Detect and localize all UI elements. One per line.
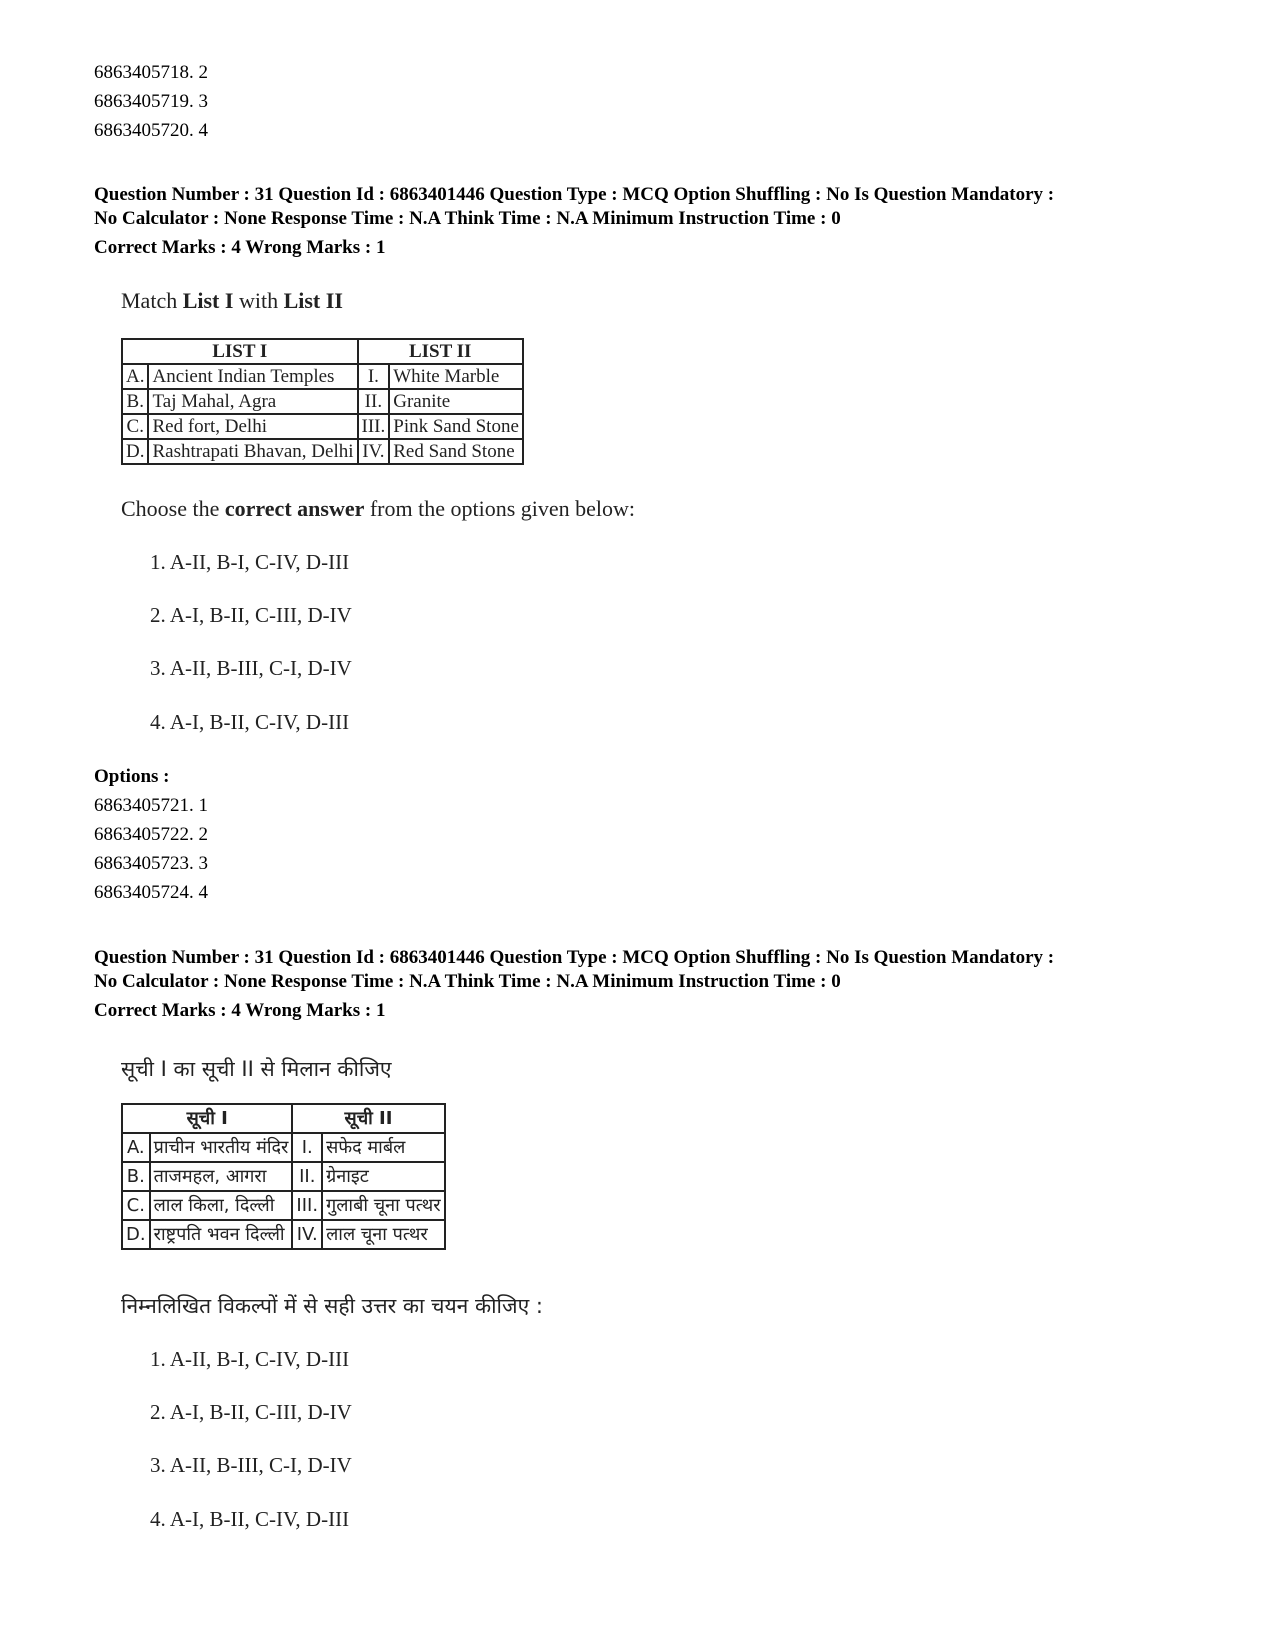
table-row: B. ताजमहल, आगरा II. ग्रेनाइट xyxy=(122,1162,445,1191)
question-intro: Match List I with List II xyxy=(121,288,343,313)
question-header-cont: No Calculator : None Response Time : N.A Think Time : N.A Minimum Instruction Time : 0 xyxy=(94,971,841,992)
table-row: A. प्राचीन भारतीय मंदिर I. सफेद मार्बल xyxy=(122,1133,445,1162)
match-table xyxy=(121,1103,446,1250)
answer-choice: 1. A-II, B-I, C-IV, D-III xyxy=(150,550,350,574)
option-line: 6863405724. 4 xyxy=(94,882,208,903)
option-line: 6863405721. 1 xyxy=(94,795,208,816)
answer-choice: 3. A-II, B-III, C-I, D-IV xyxy=(150,1453,352,1477)
question-marks: Correct Marks : 4 Wrong Marks : 1 xyxy=(94,237,386,258)
table-row: B. Taj Mahal, Agra II. Granite xyxy=(122,389,523,414)
table-header: सूची II xyxy=(292,1104,444,1133)
answer-choice: 4. A-I, B-II, C-IV, D-III xyxy=(150,710,350,734)
table-row: C. लाल किला, दिल्ली III. गुलाबी चूना पत्थर xyxy=(122,1191,445,1220)
answer-choice: 4. A-I, B-II, C-IV, D-III xyxy=(150,1507,350,1531)
option-line: 6863405722. 2 xyxy=(94,824,208,845)
question-marks: Correct Marks : 4 Wrong Marks : 1 xyxy=(94,1000,386,1021)
option-line: 6863405718. 2 xyxy=(94,62,208,83)
match-table xyxy=(121,338,524,465)
answer-choice: 2. A-I, B-II, C-III, D-IV xyxy=(150,603,352,627)
choose-instruction: Choose the correct answer from the options given below: xyxy=(121,496,636,521)
table-row: C. Red fort, Delhi III. Pink Sand Stone xyxy=(122,414,523,439)
question-header: Question Number : 31 Question Id : 6863401446 Question Type : MCQ Option Shuffling : No Is Question Mandatory : xyxy=(94,184,1055,205)
question-intro: सूची I का सूची II से मिलान कीजिए xyxy=(121,1057,392,1081)
answer-choice: 2. A-I, B-II, C-III, D-IV xyxy=(150,1400,352,1424)
table-row: A. Ancient Indian Temples I. White Marble xyxy=(122,364,523,389)
options-label: Options : xyxy=(94,766,170,787)
answer-choice: 3. A-II, B-III, C-I, D-IV xyxy=(150,656,352,680)
question-header: Question Number : 31 Question Id : 6863401446 Question Type : MCQ Option Shuffling : No Is Question Mandatory : xyxy=(94,947,1055,968)
table-header: LIST II xyxy=(358,339,523,364)
table-header: LIST I xyxy=(122,339,358,364)
table-header: सूची I xyxy=(122,1104,292,1133)
table-row: D. Rashtrapati Bhavan, Delhi IV. Red Sand Stone xyxy=(122,439,523,464)
option-line: 6863405720. 4 xyxy=(94,120,208,141)
table-row: D. राष्ट्रपति भवन दिल्ली IV. लाल चूना पत्थर xyxy=(122,1220,445,1249)
choose-instruction: निम्नलिखित विकल्पों में से सही उत्तर का चयन कीजिए : xyxy=(121,1294,543,1318)
question-header-cont: No Calculator : None Response Time : N.A Think Time : N.A Minimum Instruction Time : 0 xyxy=(94,208,841,229)
answer-choice: 1. A-II, B-I, C-IV, D-III xyxy=(150,1347,350,1371)
option-line: 6863405719. 3 xyxy=(94,91,208,112)
option-line: 6863405723. 3 xyxy=(94,853,208,874)
